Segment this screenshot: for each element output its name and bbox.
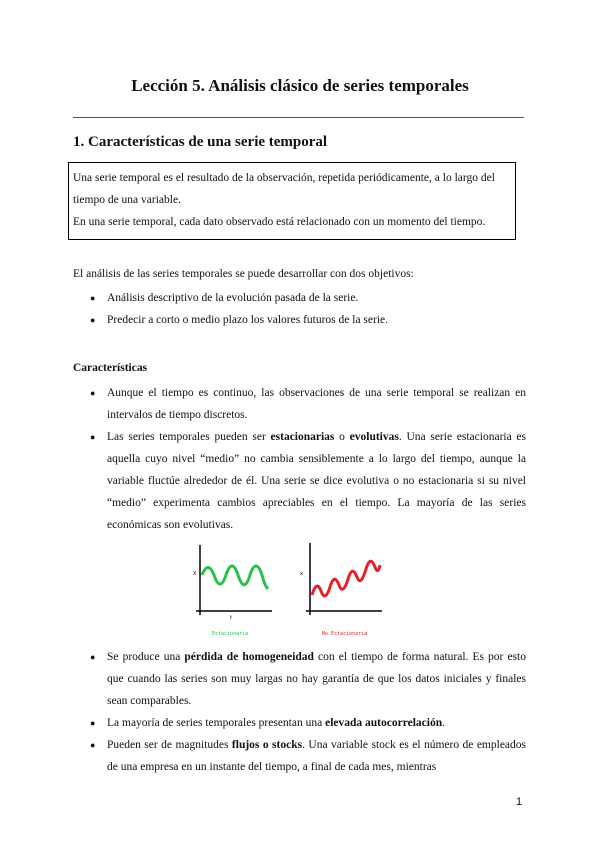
characteristics-list-a <box>73 382 526 536</box>
term-evolutivas: evolutivas <box>349 431 399 443</box>
x-axis-label: t <box>230 615 232 621</box>
characteristics-list-b <box>73 646 526 778</box>
list-item: ● Predecir a corto o medio plazo los valores futuros de la serie. <box>73 309 526 331</box>
definition-line-2: En una serie temporal, cada dato observado está relacionado con un momento del tiempo. <box>73 216 486 228</box>
y-axis-label: X <box>193 571 197 577</box>
evolutive-series-line <box>312 561 380 596</box>
list-item: ● Aunque el tiempo es continuo, las observaciones de una serie temporal se realizan en intervalos de tiempo discretos. <box>73 382 526 426</box>
list-item: ● Análisis descriptivo de la evolución pasada de la serie. <box>73 287 526 309</box>
characteristics-heading: Características <box>73 362 148 374</box>
title-divider <box>73 117 524 118</box>
bullet-icon: ● <box>90 740 96 750</box>
stationary-label: Estacionaria <box>212 631 249 637</box>
term-estacionarias: estacionarias <box>270 431 335 443</box>
stationary-series-chart <box>190 545 280 637</box>
stationary-series-line <box>202 566 268 589</box>
intro-paragraph: El análisis de las series temporales se puede desarrollar con dos objetivos: <box>73 268 414 280</box>
list-item: ● La mayoría de series temporales presentan una elevada autocorrelación. <box>73 712 526 734</box>
bullet-icon: ● <box>90 293 96 303</box>
objectives-list <box>73 287 526 331</box>
definition-box <box>68 162 516 240</box>
page-number: 1 <box>516 796 523 808</box>
term-flujos-stocks: flujos o stocks <box>231 739 303 751</box>
bullet-icon: ● <box>90 388 96 398</box>
bullet-icon: ● <box>90 718 96 728</box>
y-axis-label: x <box>300 571 303 577</box>
list-item: ● Pueden ser de magnitudes flujos o stocks. Una variable stock es el número de empleados de una empresa en un instante del tiempo, a final de cada mes, mientras <box>73 734 526 778</box>
section-heading: 1. Características de una serie temporal <box>73 134 328 150</box>
evolutive-series-chart <box>300 543 390 637</box>
evolutive-label: No Estacionaria <box>322 631 368 637</box>
bullet-icon: ● <box>90 315 96 325</box>
bullet-icon: ● <box>90 432 96 442</box>
definition-line-1: Una serie temporal es el resultado de la observación, repetida periódicamente, a lo largo del tiempo de una variable. <box>73 172 495 206</box>
bullet-icon: ● <box>90 652 96 662</box>
list-item: ● Las series temporales pueden ser estacionarias o evolutivas. Una serie estacionaria es aquella cuyo nivel “medio” no cambia sensiblemente a lo largo del tiempo, aunque la variable fluctúe alrededor de él. Una serie se dice evolutiva o no estacionaria si su nivel “medio” experimenta cambios apreciables en el tiempo. La mayoría de las series económicas son evolutivas. <box>73 426 526 536</box>
term-perdida-homogeneidad: pérdida de homogeneidad <box>184 651 314 663</box>
list-item: ● Se produce una pérdida de homogeneidad con el tiempo de forma natural. Es por esto que cuando las series son muy largas no hay garantía de que los datos iniciales y finales sean comparables. <box>73 646 526 712</box>
page-title: Lección 5. Análisis clásico de series temporales <box>131 76 469 95</box>
term-elevada-autocorrelacion: elevada autocorrelación <box>325 717 443 729</box>
